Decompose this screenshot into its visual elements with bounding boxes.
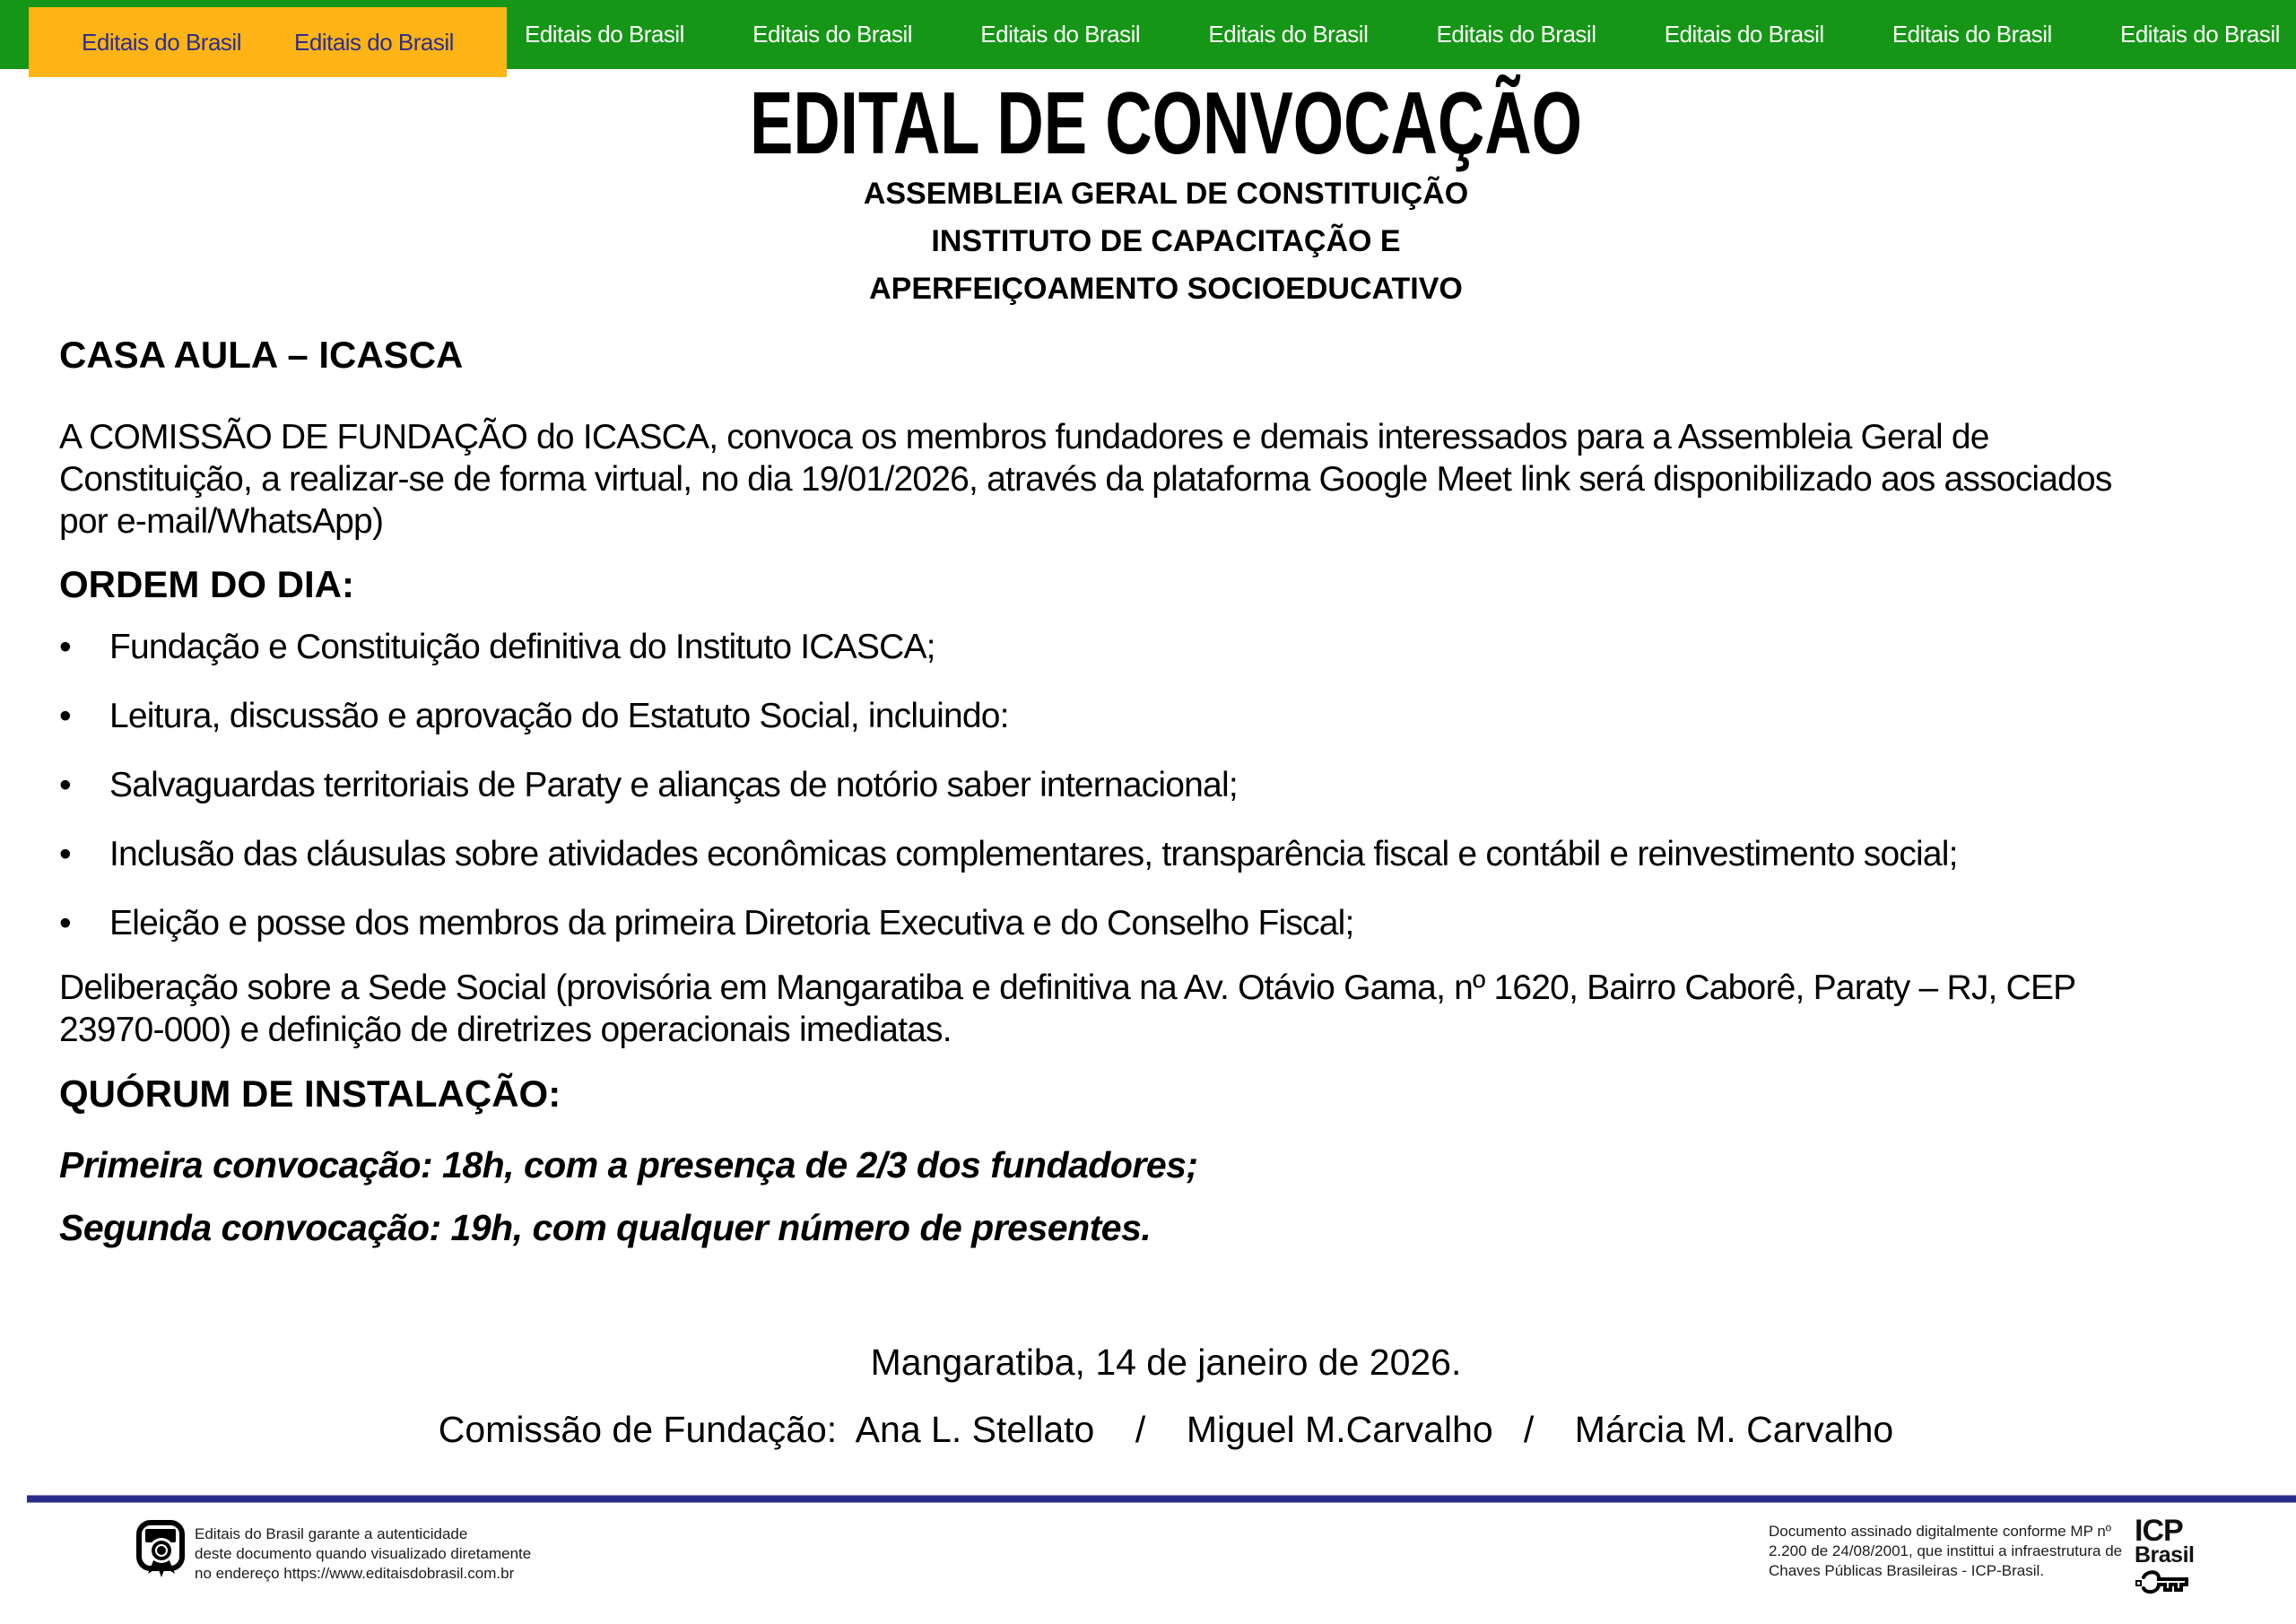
authenticity-note-line: Editais do Brasil garante a autenticidade — [195, 1525, 468, 1542]
heading-ordem-do-dia: ORDEM DO DIA: — [59, 563, 354, 605]
footer-divider — [27, 1496, 2296, 1502]
brand-chip — [29, 7, 507, 77]
icp-brasil-logo — [2135, 1514, 2215, 1602]
primeira-convocacao-line: Primeira convocação: 18h, com a presença de 2/3 dos fundadores; — [59, 1144, 1198, 1185]
brand-text: Editais do Brasil — [980, 21, 1141, 48]
brand-bar-green-row — [525, 0, 2280, 69]
brand-text: Editais do Brasil — [82, 28, 241, 56]
intro-line: Constituição, a realizar-se de forma virtual, no dia 19/01/2026, através da plataforma Google Meet link será disponibilizado aos associados — [59, 460, 2112, 499]
digital-signature-note-line: Documento assinado digitalmente conforme MP nº — [1769, 1523, 2111, 1540]
agenda-item: • Eleição e posse dos membros da primeira Diretoria Executiva e do Conselho Fiscal; — [59, 902, 1958, 944]
key-icon — [2135, 1568, 2215, 1602]
subtitle-line: INSTITUTO DE CAPACITAÇÃO E — [931, 224, 1401, 258]
authenticity-note-line: no endereço https://www.editaisdobrasil.com.br — [195, 1565, 515, 1582]
date-line: Mangaratiba, 14 de janeiro de 2026. — [870, 1342, 1462, 1383]
intro-line: por e-mail/WhatsApp) — [59, 502, 384, 541]
agenda-item: • Inclusão das cláusulas sobre atividades econômicas complementares, transparência fiscal e contábil e reinvestimento social; — [59, 833, 1958, 875]
subtitle-line: APERFEIÇOAMENTO SOCIOEDUCATIVO — [869, 272, 1463, 306]
subtitle-line: ASSEMBLEIA GERAL DE CONSTITUIÇÃO — [863, 177, 1469, 211]
deliberacao-paragraph — [59, 967, 2075, 1051]
brand-text: Editais do Brasil — [1664, 21, 1824, 48]
brand-text: Editais do Brasil — [1436, 21, 1596, 48]
signature-line: Comissão de Fundação: Ana L. Stellato / Miguel M.Carvalho / Márcia M. Carvalho — [438, 1409, 1894, 1450]
deliberacao-line: 23970-000) e definição de diretrizes operacionais imediatas. — [59, 1011, 952, 1049]
authenticity-note — [195, 1524, 531, 1584]
brand-text: Editais do Brasil — [294, 28, 454, 56]
heading-casa-aula: CASA AULA – ICASCA — [59, 334, 464, 376]
intro-paragraph — [59, 416, 2112, 543]
brand-text: Editais do Brasil — [1208, 21, 1369, 48]
document-subtitle — [36, 170, 2296, 313]
digital-signature-note-line: Chaves Públicas Brasileiras - ICP-Brasil. — [1769, 1562, 2045, 1579]
heading-quorum: QUÓRUM DE INSTALAÇÃO: — [59, 1073, 561, 1115]
digital-signature-note — [1769, 1522, 2122, 1581]
brand-text: Editais do Brasil — [525, 21, 684, 48]
document-title-text: EDITAL DE CONVOCAÇÃO — [749, 74, 1583, 172]
intro-line: A COMISSÃO DE FUNDAÇÃO do ICASCA, convoca os membros fundadores e demais interessados para a Assembleia Geral de — [59, 418, 1989, 456]
agenda-item: • Salvaguardas territoriais de Paraty e alianças de notório saber internacional; — [59, 764, 1958, 806]
document-title — [36, 75, 2296, 172]
authenticity-note-line: deste documento quando visualizado diretamente — [195, 1545, 532, 1562]
brand-text: Editais do Brasil — [2119, 21, 2280, 48]
segunda-convocacao-line: Segunda convocação: 19h, com qualquer número de presentes. — [59, 1207, 1152, 1248]
agenda-list — [59, 626, 1958, 971]
brand-text: Editais do Brasil — [1892, 21, 2052, 48]
agenda-item: • Leitura, discussão e aprovação do Estatuto Social, incluindo: — [59, 695, 1958, 737]
deliberacao-line: Deliberação sobre a Sede Social (provisória em Mangaratiba e definitiva na Av. Otávio Gama, nº 1620, Bairro Caborê, Paraty – RJ, CEP — [59, 968, 2076, 1007]
icp-logo-text: Brasil — [2135, 1542, 2195, 1568]
certificate-seal-icon — [136, 1520, 185, 1585]
brand-text: Editais do Brasil — [752, 21, 913, 48]
digital-signature-note-line: 2.200 de 24/08/2001, que instittui a infraestrutura de — [1769, 1542, 2123, 1559]
agenda-item: • Fundação e Constituição definitiva do Instituto ICASCA; — [59, 626, 1958, 668]
icp-logo-text: ICP — [2135, 1514, 2183, 1548]
